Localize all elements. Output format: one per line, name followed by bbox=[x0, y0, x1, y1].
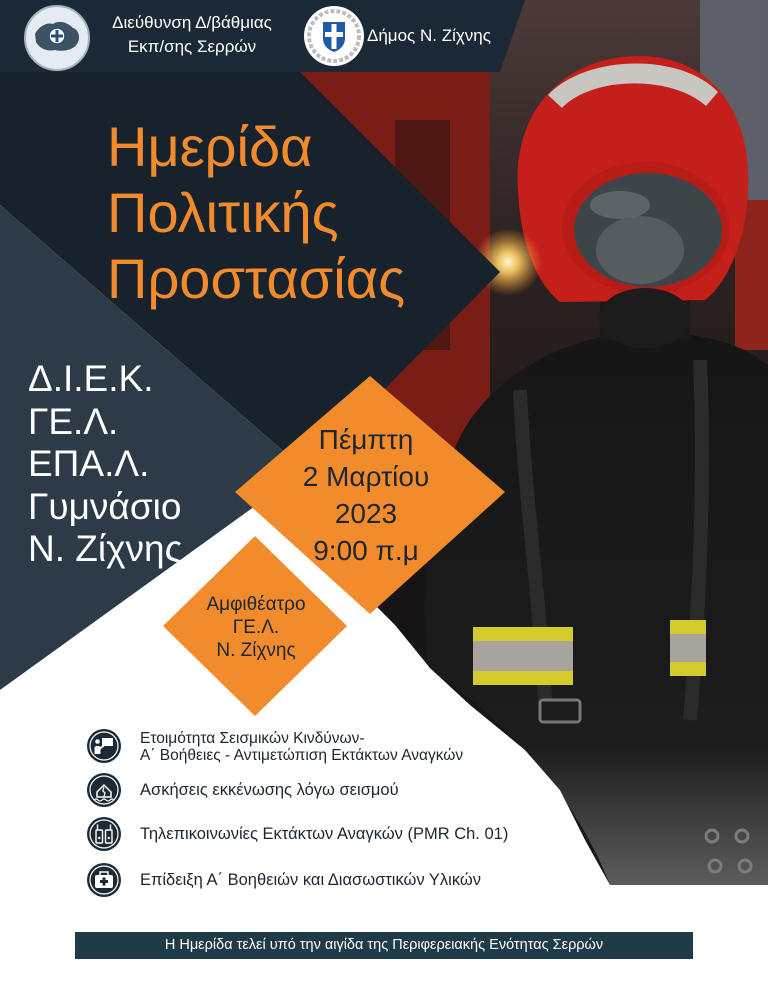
education-directorate-line1: Διεύθυνση Δ/βάθμιας bbox=[112, 13, 272, 32]
mask-regulator bbox=[599, 288, 691, 348]
participant: Ν. Ζίχνης bbox=[28, 528, 183, 569]
education-directorate-logo bbox=[23, 4, 91, 72]
venue-line-1: Αμφιθέατρο bbox=[206, 594, 306, 615]
date-time: 9:00 π.μ bbox=[313, 535, 419, 566]
face-mask bbox=[596, 216, 684, 284]
greek-coat-of-arms-logo bbox=[303, 5, 365, 67]
participant: ΓΕ.Λ. bbox=[28, 400, 119, 442]
topic-item bbox=[140, 871, 481, 889]
participants-list bbox=[28, 358, 182, 571]
title-line-2: Πολιτικής bbox=[107, 181, 339, 244]
topic-text-line: Επίδειξη Α΄ Βοηθειών και Διασωστικών Υλικών bbox=[140, 871, 482, 889]
firefighter-body bbox=[424, 332, 768, 885]
participant: Γυμνάσιο bbox=[28, 485, 182, 527]
walkie-talkie-icon bbox=[86, 816, 122, 852]
title-line-3: Προστασίας bbox=[107, 247, 406, 310]
topic-text-line: Ασκήσεις εκκένωσης λόγω σεισμού bbox=[140, 781, 399, 799]
venue-line-3: Ν. Ζίχνης bbox=[216, 640, 296, 661]
venue-line-2: ΓΕ.Λ. bbox=[232, 617, 280, 638]
municipality-name: Δήμος Ν. Ζίχνης bbox=[367, 26, 491, 45]
topic-text-line: Τηλεπικοινωνίες Εκτάκτων Αναγκών (PMR Ch. 01) bbox=[140, 825, 509, 843]
title-line-1: Ημερίδα bbox=[107, 115, 313, 178]
presentation-icon bbox=[86, 728, 122, 764]
participant: Δ.Ι.Ε.Κ. bbox=[28, 358, 154, 399]
topic-item bbox=[140, 730, 463, 764]
first-aid-kit-icon bbox=[86, 862, 122, 898]
venue-badge-text bbox=[176, 593, 336, 662]
reflective-stripe-left-center bbox=[473, 641, 573, 671]
topic-item bbox=[140, 825, 508, 843]
date-date: 2 Μαρτίου bbox=[302, 461, 430, 492]
education-directorate-line2: Εκπ/σης Σερρών bbox=[127, 37, 257, 56]
topic-text-line: Α΄ Βοήθειες - Αντιμετώπιση Εκτάκτων Αναγκών bbox=[140, 746, 464, 764]
topic-text-line: Ετοιμότητα Σεισμικών Κινδύνων- bbox=[140, 729, 365, 747]
earthquake-house-icon bbox=[86, 772, 122, 808]
reflective-stripe-right-center bbox=[670, 634, 706, 662]
education-directorate-name bbox=[90, 11, 294, 59]
visor-highlight bbox=[590, 191, 650, 219]
date-day: Πέμπτη bbox=[318, 424, 414, 455]
footer-banner: Η Ημερίδα τελεί υπό την αιγίδα της Περιφερειακής Ενότητας Σερρών bbox=[75, 932, 693, 959]
participant: ΕΠΑ.Λ. bbox=[28, 443, 150, 484]
date-year: 2023 bbox=[334, 498, 398, 529]
topic-item bbox=[140, 781, 399, 799]
date-badge-text bbox=[266, 421, 466, 569]
